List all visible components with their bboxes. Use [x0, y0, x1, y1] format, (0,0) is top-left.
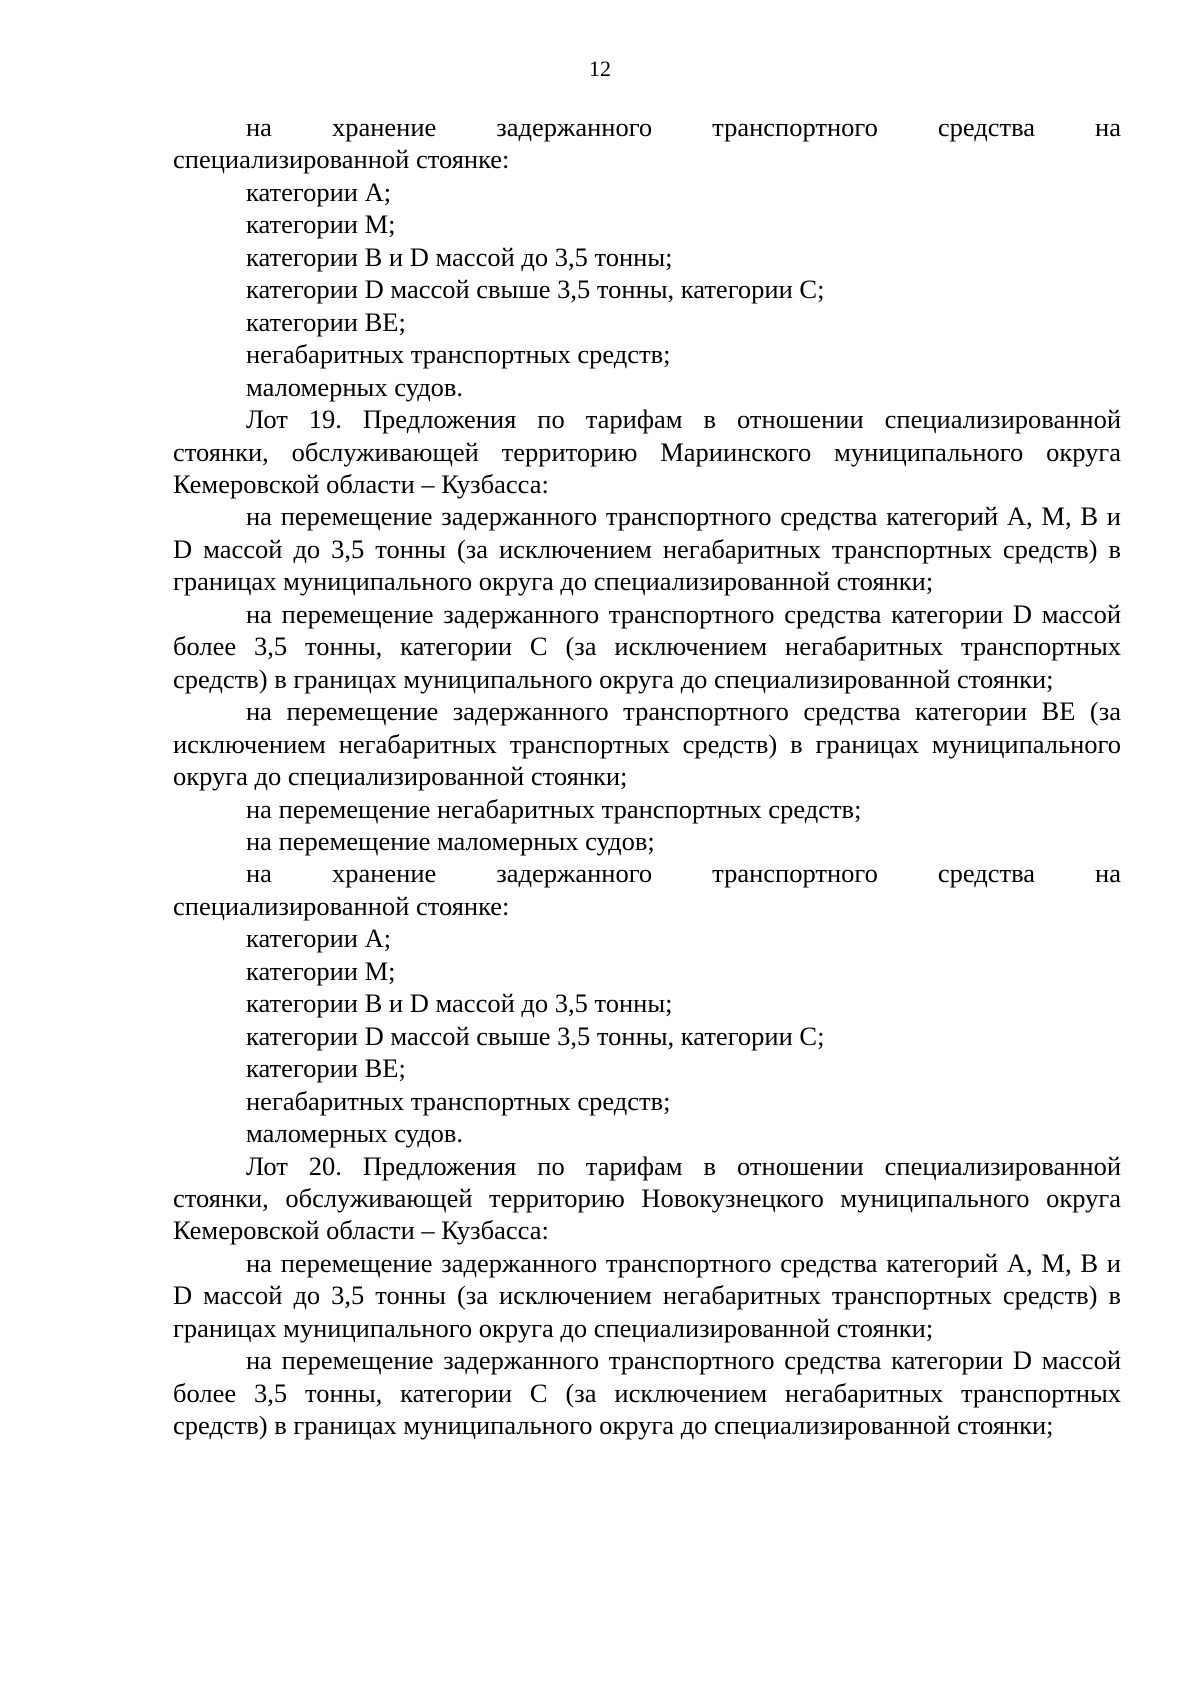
document-paragraph: категории B и D массой до 3,5 тонны;	[246, 241, 673, 272]
document-paragraph: Лот 20. Предложения по тарифам в отношении специализированной стоянки, обслуживающей территорию Новокузнецкого муниципального округа Кемеровской области – Кузбасса:	[173, 1150, 1121, 1246]
document-paragraph: на перемещение маломерных судов;	[246, 825, 655, 856]
document-paragraph: на перемещение негабаритных транспортных средств;	[246, 793, 862, 824]
document-paragraph: категории D массой свыше 3,5 тонны, категории С;	[246, 1020, 825, 1051]
document-paragraph: маломерных судов.	[246, 371, 464, 402]
document-paragraph: категории М;	[246, 209, 396, 240]
document-paragraph: категории D массой свыше 3,5 тонны, категории С;	[246, 274, 825, 305]
document-paragraph: на хранение задержанного транспортного средства на	[246, 112, 1121, 142]
page-number: 12	[589, 56, 611, 81]
document-paragraph: на перемещение задержанного транспортного средства категории D массой более 3,5 тонны, категории С (за исключением негабаритных транспортных средств) в границах муниципального округа до специализированной стоянки;	[173, 1345, 1121, 1441]
document-paragraph: на перемещение задержанного транспортного средства категории D массой более 3,5 тонны, категории С (за исключением негабаритных транспортных средств) в границах муниципального округа до специализированной стоянки;	[173, 598, 1121, 694]
document-paragraph: категории ВЕ;	[246, 1053, 406, 1084]
document-paragraph: на перемещение задержанного транспортного средства категории ВЕ (за исключением негабаритных транспортных средств) в границах муниципального округа до специализированной стоянки;	[173, 696, 1121, 792]
document-paragraph: специализированной стоянке:	[173, 144, 510, 175]
document-paragraph: специализированной стоянке:	[173, 890, 510, 921]
document-body	[173, 111, 1121, 1442]
document-paragraph: категории М;	[246, 955, 396, 986]
document-paragraph: категории А;	[246, 923, 392, 954]
document-paragraph: на перемещение задержанного транспортного средства категорий А, М, B и D массой до 3,5 тонны (за исключением негабаритных транспортных средств) в границах муниципального округа до специализированной стоянки;	[173, 1247, 1121, 1343]
document-paragraph: категории B и D массой до 3,5 тонны;	[246, 988, 673, 1019]
document-paragraph: негабаритных транспортных средств;	[246, 1085, 671, 1116]
document-paragraph: на хранение задержанного транспортного средства на	[246, 858, 1121, 889]
document-paragraph: маломерных судов.	[246, 1118, 464, 1149]
document-paragraph: категории ВЕ;	[246, 306, 406, 337]
document-paragraph: категории А;	[246, 176, 392, 207]
document-paragraph: на перемещение задержанного транспортного средства категорий А, М, B и D массой до 3,5 тонны (за исключением негабаритных транспортных средств) в границах муниципального округа до специализированной стоянки;	[173, 501, 1121, 597]
document-paragraph: негабаритных транспортных средств;	[246, 339, 671, 370]
document-paragraph: Лот 19. Предложения по тарифам в отношении специализированной стоянки, обслуживающей территорию Мариинского муниципального округа Кемеровской области – Кузбасса:	[173, 404, 1121, 499]
